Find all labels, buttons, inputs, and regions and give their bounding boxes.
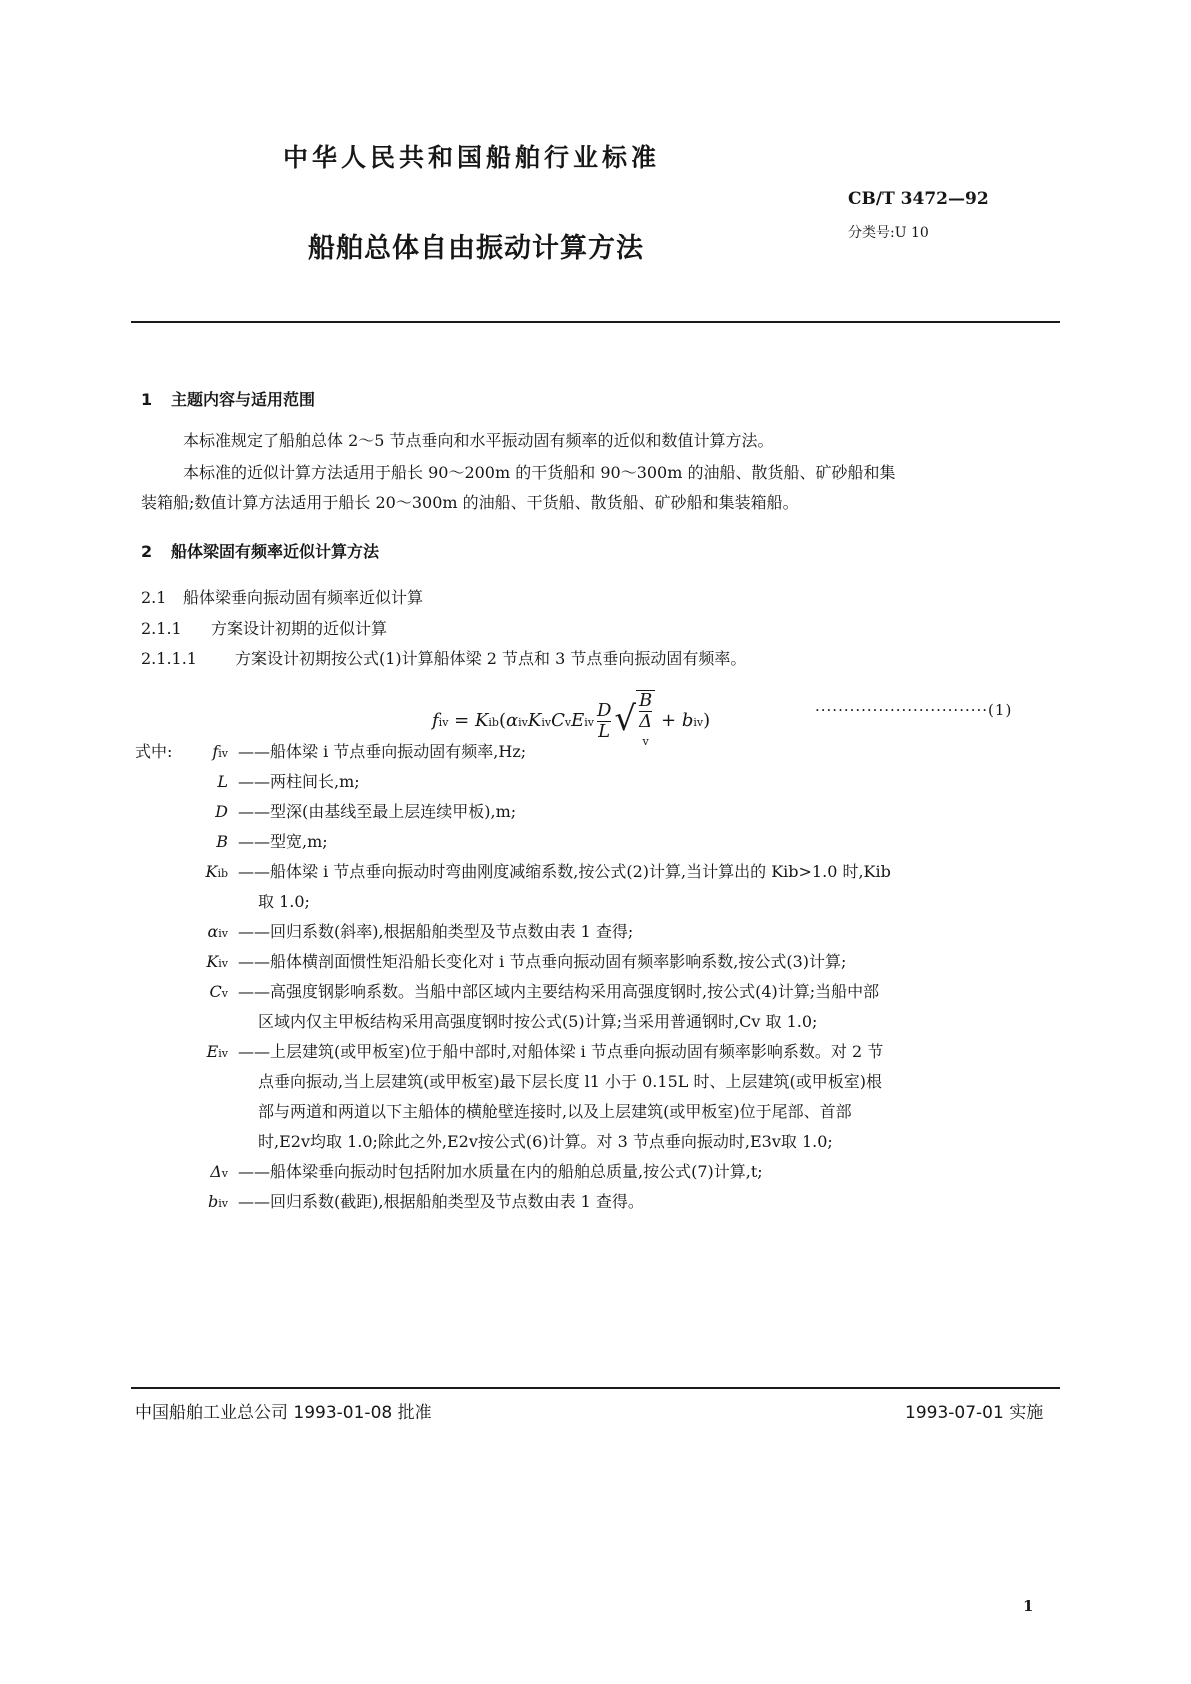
definition-symbol — [173, 737, 228, 769]
definition-symbol — [173, 797, 228, 827]
definition-dash: —— — [238, 742, 270, 761]
formula-subscript: iv — [693, 716, 704, 729]
definition-symbol — [173, 827, 228, 857]
definition-symbol — [173, 767, 228, 797]
footer-rule — [131, 1387, 1060, 1389]
definition-description: 回归系数(斜率),根据船舶类型及节点数由表 1 查得; — [270, 922, 634, 941]
definition-description: 上层建筑(或甲板室)位于船中部时,对船体梁 i 节点垂向振动固有频率影响系数。对 2 节 — [270, 1042, 884, 1061]
subsection-number: 2.1 — [141, 588, 167, 607]
symbol-subscript: iv — [218, 747, 228, 760]
classification-number: 分类号:U 10 — [848, 225, 929, 241]
definition-description: 船体横剖面惯性矩沿船长变化对 i 节点垂向振动固有频率影响系数,按公式(3)计算; — [270, 952, 847, 971]
subsection-2-1 — [141, 585, 423, 608]
definitions-intro: 式中: — [135, 742, 173, 761]
symbol-subscript: iv — [218, 1047, 228, 1060]
symbol-letter: f — [212, 742, 219, 761]
symbol-subscript: v — [221, 1167, 228, 1180]
definition-text — [238, 1037, 883, 1067]
definition-symbol — [173, 977, 228, 1009]
symbol-letter: C — [209, 982, 222, 1001]
definition-symbol — [173, 857, 228, 889]
definition-description: 两柱间长,m; — [270, 772, 360, 791]
section-number: 2 — [141, 542, 153, 561]
approval-statement: 中国船舶工业总公司 1993-01-08 批准 — [135, 1403, 432, 1423]
formula-subscript: iv — [541, 716, 552, 729]
section-1-paragraph-1: 本标准规定了船舶总体 2～5 节点垂向和水平振动固有频率的近似和数值计算方法。 — [183, 431, 774, 450]
symbol-letter: b — [208, 1192, 219, 1211]
formula-symbol: C — [551, 710, 565, 731]
fraction-denominator-symbol: Δ — [639, 711, 653, 732]
section-1-paragraph-2-line-2: 装箱船;数值计算方法适用于船长 20～300m 的油船、干货船、散货船、矿砂船和集装箱船。 — [141, 493, 799, 512]
formula-symbol: f — [432, 710, 439, 731]
section-heading-text: 主题内容与适用范围 — [171, 390, 316, 409]
definition-text — [238, 797, 516, 827]
formula-paren: ( — [498, 710, 506, 731]
square-root-icon: √ — [614, 699, 637, 739]
subsection-text: 方案设计初期按公式(1)计算船体梁 2 节点和 3 节点垂向振动固有频率。 — [235, 649, 747, 668]
formula-1-reference: ······························(1) — [815, 701, 1013, 719]
definition-dash: —— — [238, 1192, 270, 1211]
document-title: 船舶总体自由振动计算方法 — [308, 233, 644, 264]
section-2-heading — [141, 539, 379, 562]
definition-continuation: 区域内仅主甲板结构采用高强度钢时按公式(5)计算;当采用普通钢时,Cv 取 1.0; — [258, 1012, 818, 1031]
definition-symbol — [173, 917, 228, 949]
definition-text — [238, 737, 526, 767]
symbol-letter: D — [215, 802, 228, 821]
definition-dash: —— — [238, 982, 270, 1001]
formula-subscript: v — [564, 716, 572, 729]
symbol-letter: α — [207, 922, 219, 941]
definition-dash: —— — [238, 832, 270, 851]
subsection-heading: 方案设计初期的近似计算 — [211, 619, 388, 638]
subsection-2-1-1-1 — [141, 646, 746, 669]
section-1-heading — [141, 387, 315, 410]
definition-dash: —— — [238, 802, 270, 821]
formula-paren: ) — [703, 710, 711, 731]
symbol-letter: L — [217, 772, 228, 791]
definition-description: 船体梁垂向振动时包括附加水质量在内的船舶总质量,按公式(7)计算,t; — [270, 1162, 763, 1181]
definition-text — [238, 1157, 763, 1187]
definition-dash: —— — [238, 862, 270, 881]
definition-continuation: 部与两道和两道以下主船体的横舱壁连接时,以及上层建筑(或甲板室)位于尾部、首部 — [258, 1102, 852, 1121]
definition-dash: —— — [238, 922, 270, 941]
formula-symbol: E — [571, 710, 585, 731]
definition-text — [238, 857, 891, 887]
formula-subscript: ib — [488, 716, 499, 729]
formula-fraction-b-over-delta — [639, 691, 652, 752]
definition-symbol — [173, 1037, 228, 1069]
definition-text — [238, 947, 846, 977]
page-number: 1 — [1023, 1597, 1034, 1615]
formula-fraction-d-over-l — [597, 701, 611, 742]
symbol-letter: K — [205, 862, 218, 881]
symbol-subscript: v — [221, 987, 228, 1000]
formula-1 — [432, 690, 711, 748]
formula-subscript: v — [642, 735, 649, 748]
definition-symbol — [173, 1157, 228, 1189]
formula-symbol: b — [681, 710, 694, 731]
definition-symbol — [173, 1187, 228, 1219]
formula-radicand — [636, 690, 655, 752]
fraction-numerator: D — [596, 699, 612, 721]
definition-description: 回归系数(截距),根据船舶类型及节点数由表 1 查得。 — [270, 1192, 644, 1211]
definition-dash: —— — [238, 772, 270, 791]
formula-symbol: α — [505, 710, 519, 731]
subsection-2-1-1 — [141, 616, 387, 639]
definition-continuation: 取 1.0; — [258, 892, 310, 911]
section-number: 1 — [141, 390, 153, 409]
definition-text — [238, 767, 360, 797]
definition-continuation: 点垂向振动,当上层建筑(或甲板室)最下层长度 l1 小于 0.15L 时、上层建筑(或甲板室)根 — [258, 1072, 882, 1091]
definition-description: 船体梁 i 节点垂向振动固有频率,Hz; — [270, 742, 527, 761]
definition-text — [238, 827, 328, 857]
definition-text — [238, 1187, 644, 1217]
formula-operator: + — [655, 710, 682, 731]
symbol-letter: E — [206, 1042, 219, 1061]
definition-text — [238, 977, 879, 1007]
subsection-number: 2.1.1.1 — [141, 649, 197, 668]
section-1-paragraph-2-line-1: 本标准的近似计算方法适用于船长 90～200m 的干货船和 90～300m 的油船、散货船、矿砂船和集 — [183, 463, 896, 482]
definition-dash: —— — [238, 1162, 270, 1181]
symbol-letter: Δ — [210, 1162, 222, 1181]
definition-description: 型深(由基线至最上层连续甲板),m; — [270, 802, 517, 821]
symbol-subscript: iv — [218, 1197, 228, 1210]
definition-dash: —— — [238, 952, 270, 971]
definition-text — [238, 917, 633, 947]
definition-dash: —— — [238, 1042, 270, 1061]
definition-description: 型宽,m; — [270, 832, 328, 851]
formula-subscript: iv — [518, 716, 528, 729]
fraction-denominator: L — [598, 720, 611, 742]
formula-symbol: K — [527, 710, 542, 731]
formula-subscript: iv — [584, 716, 594, 729]
symbol-subscript: iv — [218, 957, 228, 970]
organization-title: 中华人民共和国船舶行业标准 — [283, 143, 661, 172]
standard-code: CB/T 3472—92 — [848, 189, 989, 209]
definition-description: 高强度钢影响系数。当船中部区域内主要结构采用高强度钢时,按公式(4)计算;当船中部 — [270, 982, 880, 1001]
subsection-heading: 船体梁垂向振动固有频率近似计算 — [183, 588, 424, 607]
definition-description: 船体梁 i 节点垂向振动时弯曲刚度减缩系数,按公式(2)计算,当计算出的 Kib>1.0 时,Kib — [270, 862, 891, 881]
definition-symbol — [173, 947, 228, 979]
symbol-letter: B — [216, 832, 228, 851]
symbol-subscript: ib — [217, 867, 228, 880]
header-rule — [131, 321, 1060, 323]
symbol-subscript: iv — [218, 927, 228, 940]
fraction-numerator: B — [639, 690, 653, 711]
formula-subscript: iv — [438, 716, 449, 729]
subsection-number: 2.1.1 — [141, 619, 182, 638]
section-heading-text: 船体梁固有频率近似计算方法 — [171, 542, 380, 561]
formula-operator: = — [448, 710, 475, 731]
symbol-letter: K — [206, 952, 219, 971]
formula-symbol: K — [474, 710, 489, 731]
definition-continuation: 时,E2v均取 1.0;除此之外,E2v按公式(6)计算。对 3 节点垂向振动时,E3v取 1.0; — [258, 1132, 833, 1151]
implementation-date: 1993-07-01 实施 — [905, 1403, 1044, 1423]
fraction-denominator — [639, 712, 652, 752]
